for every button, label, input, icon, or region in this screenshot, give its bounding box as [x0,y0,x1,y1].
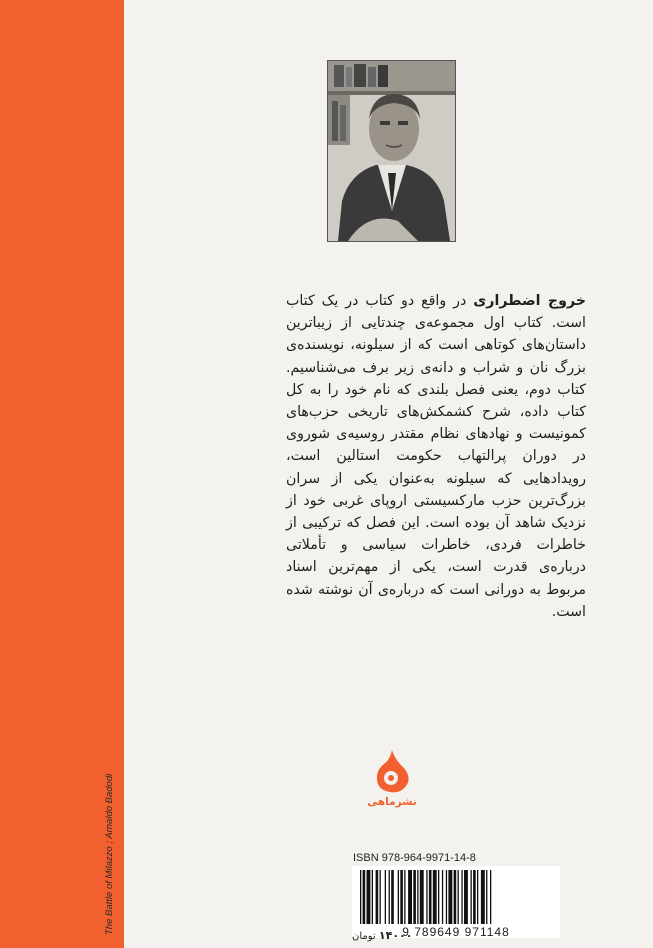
price-amount: ۱۴۰۰۰ [378,929,413,942]
orange-spine-band [0,0,124,948]
spine-caption: The Battle of Milazzo ; Arnaldo Badodi [104,773,115,935]
barcode-bars [352,866,560,926]
fish-logo-icon [372,748,412,794]
blurb-text: در واقع دو کتاب در یک کتاب است. کتاب اول مجموعه‌ی چندتایی از زیباترین داستان‌های کوتاهی است که از سیلونه، نویسنده‌ی بزرگ نان و شراب و دانه‌ی زیر برف می‌شناسیم. کتاب دوم، یعنی فصل بلندی که نام خود را به کل کتاب داده، شرح کشمکش‌های تاریخی حزب‌های کمونیست و نهادهای نظام مقتدر روسیه‌ی شوروی در دوران پرالتهاب حکومت استالین است، رویدادهایی که سیلونه به‌عنوان یکی از سران بزرگ‌ترین حزب مارکسیستی اروپای غربی خود از نزدیک شاهد آن بوده است. این فصل که ترکیبی از خاطرات فردی، خاطرات سیاسی و تأملاتی درباره‌ی قدرت است، یکی از مهم‌ترین اسناد مربوط به دورانی است که درباره‌ی آن نوشته شده است. [286,293,586,620]
isbn-number: ISBN 978-964-9971-14-8 [353,852,476,864]
publisher-name: نشرماهی [367,796,417,808]
publisher-logo [367,748,417,814]
price-label [352,929,412,944]
blurb-book-title: خروج اضطراری [473,293,586,309]
barcode-digits: 9 789649 971148 [352,926,560,938]
author-photo [327,60,456,242]
back-cover-blurb [286,290,586,623]
price-unit: تومان [352,931,376,942]
